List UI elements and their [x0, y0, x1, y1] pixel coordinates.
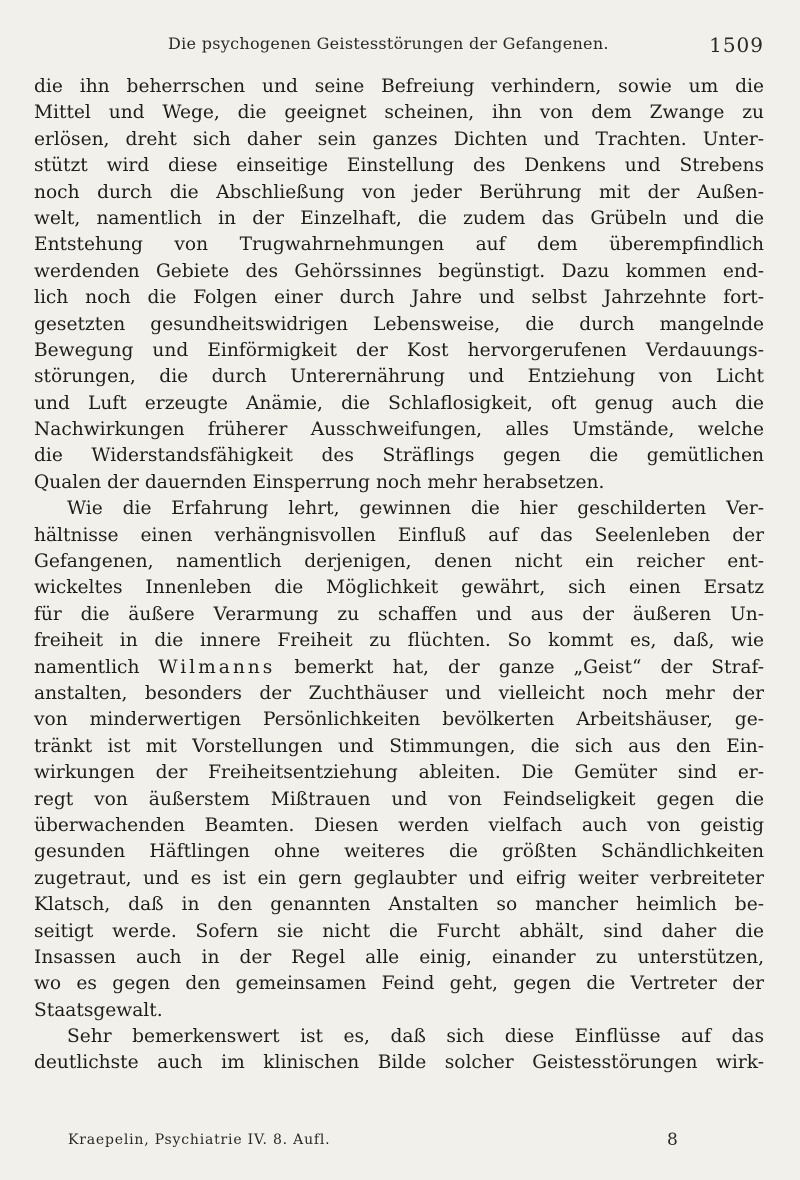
text-line-with-name: [34, 655, 764, 681]
text-line: Entstehung von Trugwahrnehmungen auf dem überempfindlich: [34, 234, 764, 256]
text-line: Nachwirkungen früherer Ausschweifungen, alles Umstände, welche: [34, 419, 764, 441]
text-line: die ihn beherrschen und seine Befreiung verhindern, sowie um die: [34, 76, 764, 97]
text-line: seitigt werde. Sofern sie nicht die Furcht abhält, sind daher die: [34, 920, 764, 942]
text-line: für die äußere Verarmung zu schaffen und aus der äußeren Un-: [34, 603, 764, 625]
text-line: und Luft erzeugte Anämie, die Schlaflosigkeit, oft genug auch die: [34, 392, 764, 414]
text-line: wo es gegen den gemeinsamen Feind geht, gegen die Vertreter der: [34, 973, 764, 995]
text-line: Mittel und Wege, die geeignet scheinen, ihn von dem Zwange zu: [34, 102, 764, 124]
page-number: 1509: [709, 33, 764, 57]
text-line: überwachenden Beamten. Diesen werden vielfach auch von geistig: [34, 814, 764, 836]
text-line: werdenden Gebiete des Gehörssinnes begünstigt. Dazu kommen end-: [34, 260, 764, 282]
text-line: erlösen, dreht sich daher sein ganzes Dichten und Trachten. Unter-: [34, 128, 764, 150]
text-line: stützt wird diese einseitige Einstellung des Denkens und Strebens: [34, 155, 764, 177]
text-line: Bewegung und Einförmigkeit der Kost hervorgerufenen Verdauungs-: [34, 339, 764, 361]
author-name-spaced: Wilmanns: [158, 656, 276, 678]
text-line: die Widerstandsfähigkeit des Sträflings gegen die gemütlichen: [34, 445, 764, 467]
running-title: Die psychogenen Geistesstörungen der Gefangenen.: [168, 34, 609, 53]
text-line: Qualen der dauernden Einsperrung noch mehr herabsetzen.: [34, 471, 605, 493]
body-text: [34, 74, 764, 1077]
text-line: lich noch die Folgen einer durch Jahre und selbst Jahrzehnte fort-: [34, 287, 764, 309]
text-line: anstalten, besonders der Zuchthäuser und vielleicht noch mehr der: [34, 682, 764, 704]
text-line: freiheit in die innere Freiheit zu flüchten. So kommt es, daß, wie: [34, 630, 764, 652]
text-line: wirkungen der Freiheitsentziehung ableiten. Die Gemüter sind er-: [34, 762, 764, 784]
text-line: gesetzten gesundheitswidrigen Lebensweise, die durch mangelnde: [34, 313, 764, 335]
text-line: regt von äußerstem Mißtrauen und von Feindseligkeit gegen die: [34, 788, 764, 810]
text-line: gesunden Häftlingen ohne weiteres die größten Schändlichkeiten: [34, 841, 764, 863]
text-line: tränkt ist mit Vorstellungen und Stimmungen, die sich aus den Ein-: [34, 735, 764, 757]
page-footer: [34, 1130, 764, 1154]
text-line: Wie die Erfahrung lehrt, gewinnen die hier geschilderten Ver-: [67, 498, 764, 520]
text-line: Staatsgewalt.: [34, 999, 163, 1021]
text-line: Gefangenen, namentlich derjenigen, denen nicht ein reicher ent-: [34, 551, 764, 573]
text-line: störungen, die durch Unterernährung und Entziehung von Licht: [34, 366, 764, 388]
text-line: noch durch die Abschließung von jeder Berührung mit der Außen-: [34, 181, 764, 203]
text-line: welt, namentlich in der Einzelhaft, die zudem das Grübeln und die: [34, 207, 764, 229]
line-start: namentlich: [34, 656, 159, 678]
text-line: zugetraut, und es ist ein gern geglaubter und eifrig weiter verbreiteter: [34, 867, 764, 889]
text-line: hältnisse einen verhängnisvollen Einfluß auf das Seelenleben der: [34, 524, 764, 546]
text-line: Insassen auch in der Regel alle einig, einander zu unterstützen,: [34, 946, 764, 968]
signature-line: Kraepelin, Psychiatrie IV. 8. Aufl.: [68, 1132, 331, 1148]
sheet-number: 8: [667, 1130, 678, 1150]
text-line: Sehr bemerkenswert ist es, daß sich diese Einflüsse auf das: [67, 1026, 764, 1048]
page-header: [34, 34, 764, 64]
text-line: wickeltes Innenleben die Möglichkeit gewährt, sich einen Ersatz: [34, 577, 764, 599]
text-line: von minderwertigen Persönlichkeiten bevölkerten Arbeitshäuser, ge-: [34, 709, 764, 731]
text-line: Klatsch, daß in den genannten Anstalten so mancher heimlich be-: [34, 894, 764, 916]
text-line: deutlichste auch im klinischen Bilde solcher Geistesstörungen wirk-: [34, 1052, 764, 1074]
line-end: bemerkt hat, der ganze „Geist“ der Straf-: [275, 656, 764, 678]
